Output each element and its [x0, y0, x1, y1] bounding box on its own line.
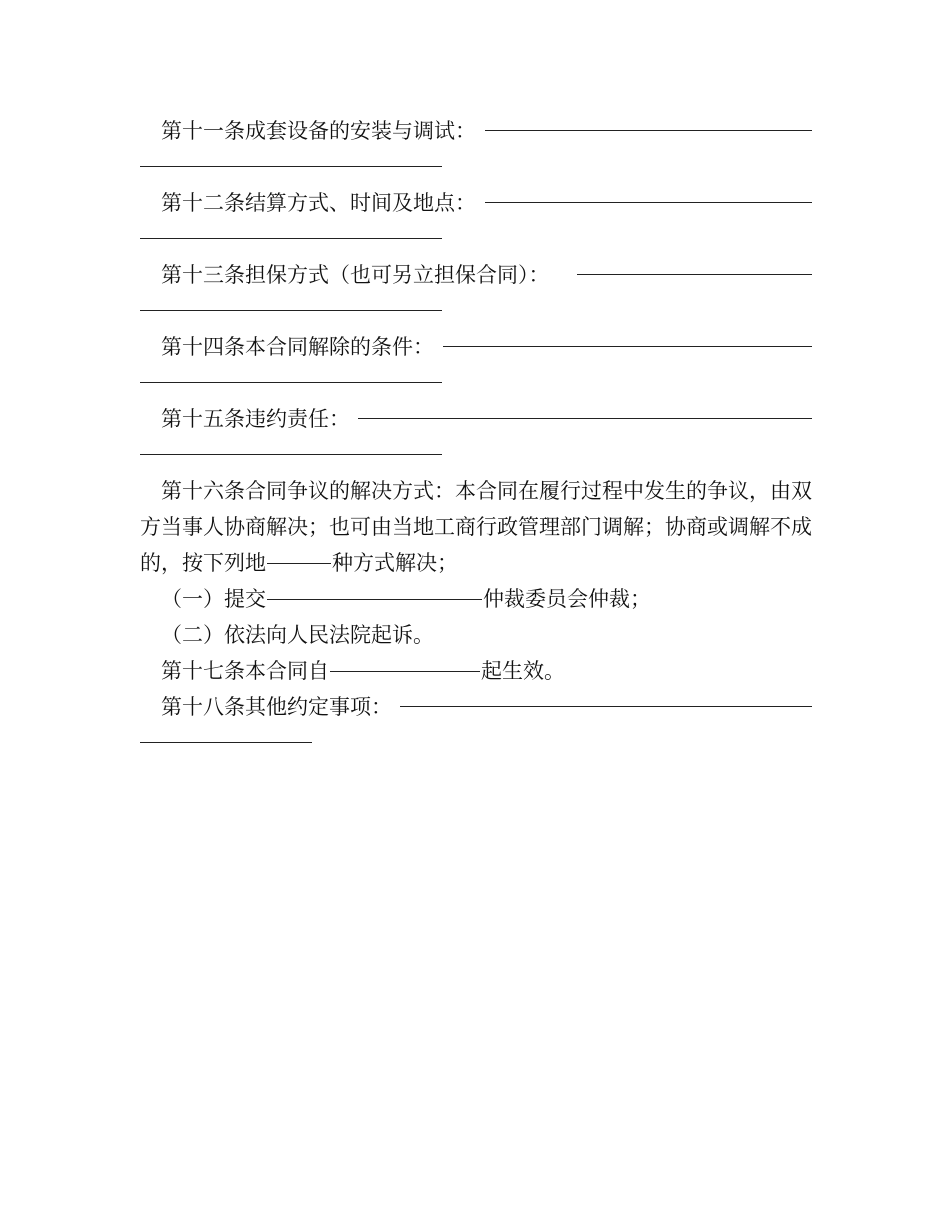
- clause-14-continuation: [140, 365, 812, 401]
- option-litigation-text: （二）依法向人民法院起诉。: [161, 623, 434, 647]
- option-arbitration-prefix: （一）提交: [161, 587, 266, 611]
- option-arbitration-suffix: 仲裁委员会仲裁；: [483, 587, 651, 611]
- clause-11-label: 第十一条成套设备的安装与调试：: [161, 119, 476, 143]
- clause-11-blank-2: [140, 166, 442, 168]
- clause-11-blank: [485, 130, 812, 132]
- clause-18: [140, 689, 812, 725]
- clause-12: [140, 185, 812, 221]
- clause-14-label: 第十四条本合同解除的条件：: [161, 335, 434, 359]
- clause-16-text: 第十六条合同争议的解决方式：本合同在履行过程中发生的争议，由双方当事人协商解决；也可由当地工商行政管理部门调解；协商或调解不成的，按下列地: [140, 479, 812, 575]
- clause-11-continuation: [140, 149, 812, 185]
- clause-18-continuation: [140, 725, 812, 761]
- clause-12-blank: [485, 202, 812, 204]
- clause-18-blank: [400, 706, 812, 708]
- clause-14-blank-2: [140, 382, 442, 384]
- clause-14-blank: [443, 346, 812, 348]
- clause-11: [140, 113, 812, 149]
- clause-17-prefix: 第十七条本合同自: [161, 659, 329, 683]
- clause-13-blank: [577, 274, 812, 276]
- option-arbitration: [140, 581, 812, 617]
- option-litigation: [140, 617, 812, 653]
- clause-14: [140, 329, 812, 365]
- clause-16: [140, 473, 812, 581]
- clause-13-blank-2: [140, 310, 442, 312]
- clause-13-continuation: [140, 293, 812, 329]
- clause-12-blank-2: [140, 238, 442, 240]
- clause-16-suffix: 种方式解决；: [332, 551, 458, 575]
- clause-15-blank-2: [140, 454, 442, 456]
- clause-15-blank: [358, 418, 812, 420]
- clause-13: [140, 257, 812, 293]
- clause-15-label: 第十五条违约责任：: [161, 407, 350, 431]
- clause-16-blank: [267, 563, 331, 565]
- clause-17: [140, 653, 812, 689]
- contract-body: [140, 113, 812, 761]
- clause-18-blank-2: [140, 742, 312, 744]
- clause-15-continuation: [140, 437, 812, 473]
- clause-15: [140, 401, 812, 437]
- effective-date-blank: [330, 671, 480, 673]
- clause-12-continuation: [140, 221, 812, 257]
- clause-18-label: 第十八条其他约定事项：: [161, 695, 392, 719]
- arbitration-commission-blank: [267, 599, 482, 601]
- clause-13-label: 第十三条担保方式（也可另立担保合同）：: [161, 263, 550, 287]
- clause-12-label: 第十二条结算方式、时间及地点：: [161, 191, 476, 215]
- clause-17-suffix: 起生效。: [481, 659, 565, 683]
